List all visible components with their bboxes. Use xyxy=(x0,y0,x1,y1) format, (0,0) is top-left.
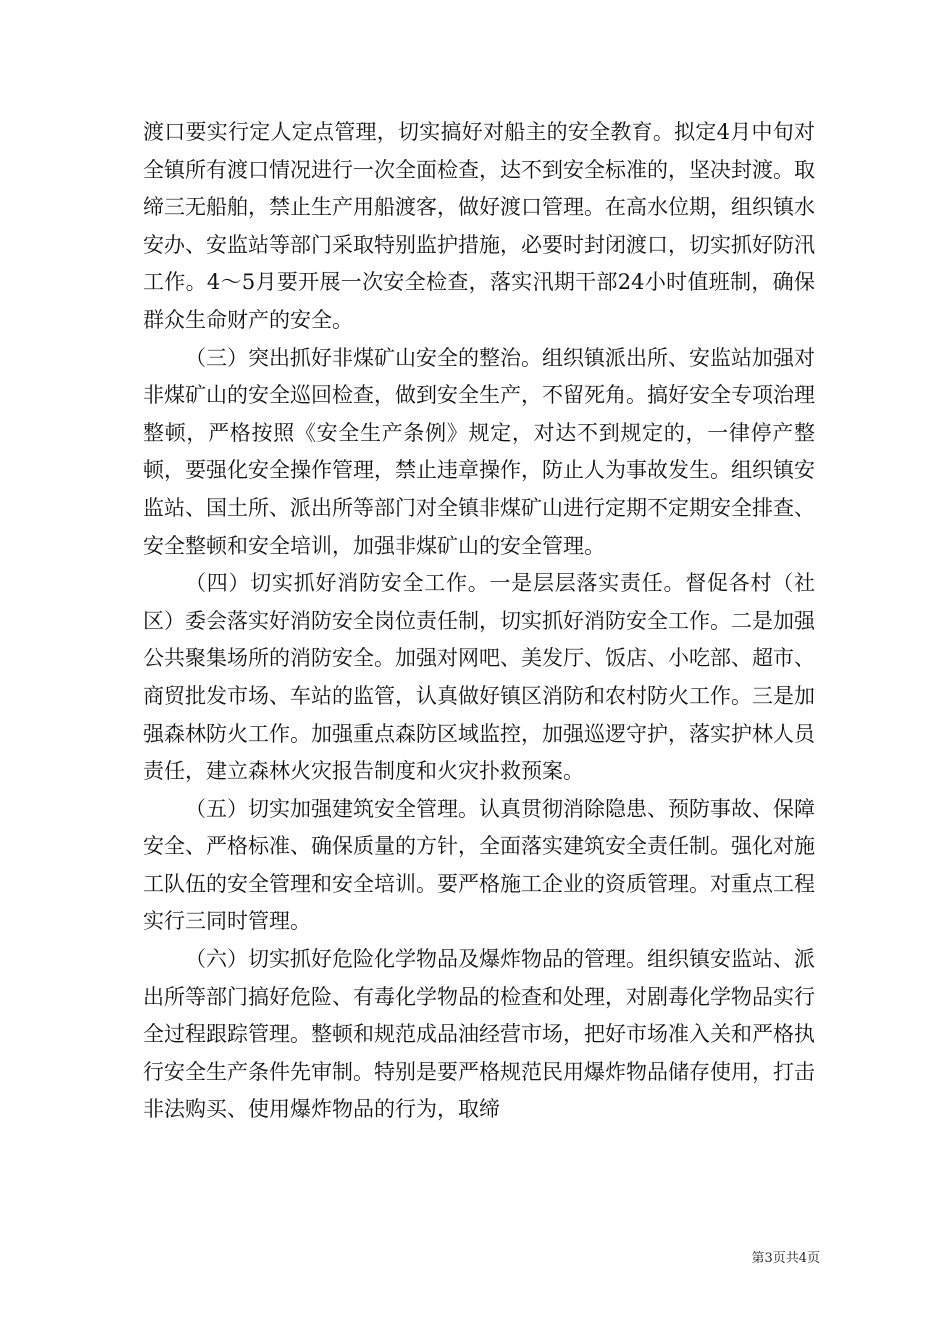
paragraph-section-5: （五）切实加强建筑安全管理。认真贯彻消除隐患、预防事故、保障安全、严格标准、确保质量的方针，全面落实建筑安全责任制。强化对施工队伍的安全管理和安全培训。要严格施工企业的资质管理。对重点工程实行三同时管理。 xyxy=(143,796,815,934)
paragraph-section-6: （六）切实抓好危险化学物品及爆炸物品的管理。组织镇安监站、派出所等部门搞好危险、有毒化学物品的检查和处理，对剧毒化学物品实行全过程跟踪管理。整顿和规范成品油经营市场，把好市场准入关和严格执行安全生产条件先审制。特别是要严格规范民用爆炸物品储存使用，打击非法购买、使用爆炸物品的行为，取缔 xyxy=(143,947,815,1122)
paragraph-section-3: （三）突出抓好非煤矿山安全的整治。组织镇派出所、安监站加强对非煤矿山的安全巡回检查，做到安全生产，不留死角。搞好安全专项治理整顿，严格按照《安全生产条例》规定，对达不到规定的，一律停产整顿，要强化安全操作管理，禁止违章操作，防止人为事故发生。组织镇安监站、国土所、派出所等部门对全镇非煤矿山进行定期不定期安全排查、安全整顿和安全培训，加强非煤矿山的安全管理。 xyxy=(143,345,815,558)
page-number-footer: 第3页共4页 xyxy=(751,1251,820,1266)
paragraph-continued: 渡口要实行定人定点管理，切实搞好对船主的安全教育。拟定4月中旬对全镇所有渡口情况进行一次全面检查，达不到安全标准的，坚决封渡。取缔三无船舶，禁止生产用船渡客，做好渡口管理。在高水位期，组织镇水安办、安监站等部门采取特别监护措施，必要时封闭渡口，切实抓好防汛工作。4～5月要开展一次安全检查，落实汛期干部24小时值班制，确保群众生命财产的安全。 xyxy=(143,120,815,332)
document-body xyxy=(143,114,815,1129)
paragraph-section-4: （四）切实抓好消防安全工作。一是层层落实责任。督促各村（社区）委会落实好消防安全岗位责任制，切实抓好消防安全工作。二是加强公共聚集场所的消防安全。加强对网吧、美发厅、饭店、小吃部、超市、商贸批发市场、车站的监管，认真做好镇区消防和农村防火工作。三是加强森林防火工作。加强重点森防区域监控，加强巡逻守护，落实护林人员责任，建立森林火灾报告制度和火灾扑救预案。 xyxy=(143,571,815,784)
